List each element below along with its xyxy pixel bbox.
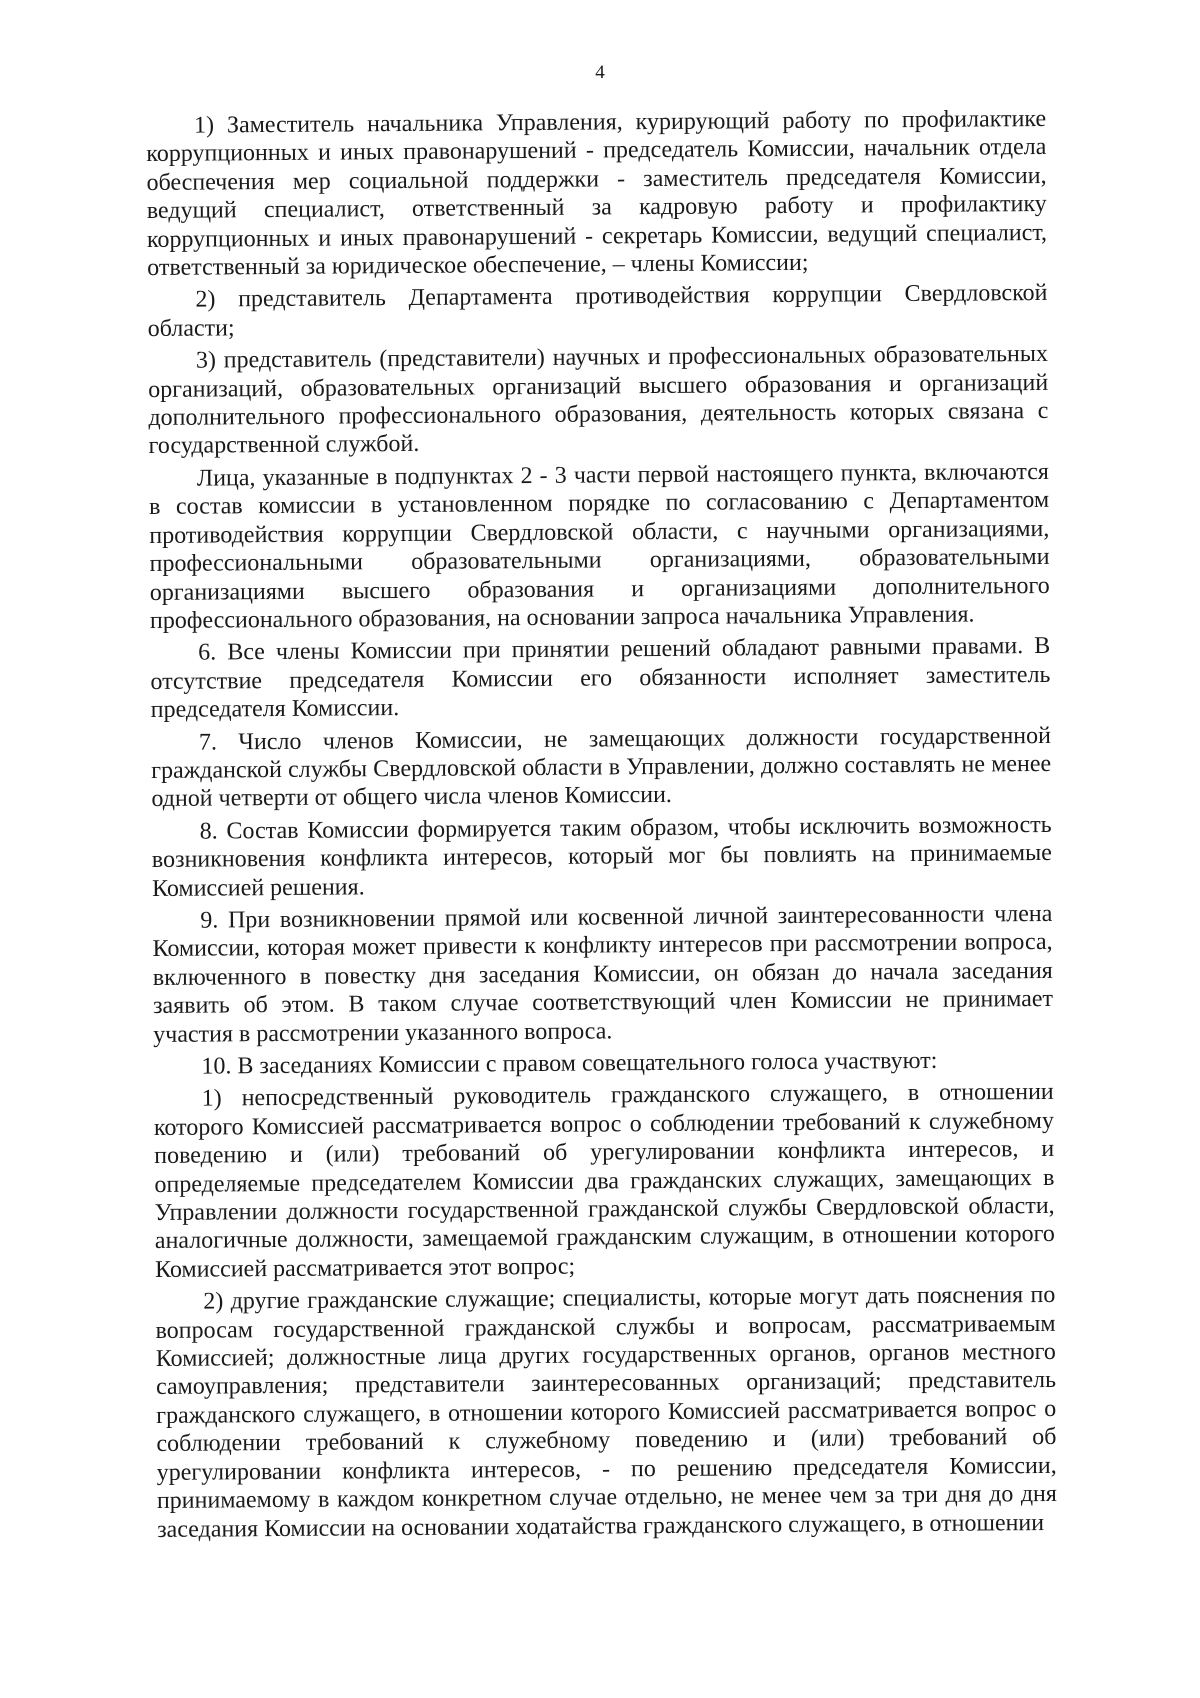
paragraph-item-10-sub-1: 1) непосредственный руководитель гражданского служащего, в отношении которого Комиссией рассматривается вопрос о соблюдении требований к служебному поведению и (или) требований об урегулировании конфликта интересов, и определяемые председателем Комиссии два гражданских служащих, замещающих в Управлении должности государственной гражданской службы Свердловской области, аналогичные должности, замещаемой гражданским служащим, в отношении которого Комиссией рассматривается этот вопрос;: [153, 1079, 1055, 1283]
paragraph-item-10: 10. В заседаниях Комиссии с правом совещательного голоса участвуют:: [201, 1047, 938, 1080]
paragraph-commission-members: 1) Заместитель начальника Управления, курирующий работу по профилактике коррупционных и иных правонарушений - председатель Комиссии, начальник отдела обеспечения мер социальной поддержки - заместитель председателя Комиссии, ведущий специалист, ответственный за кадровую работу и профилактику коррупционных и иных правонарушений - секретарь Комиссии, ведущий специалист, ответственный за юридическое обеспечение, – члены Комиссии;: [146, 105, 1048, 282]
paragraph-inclusion-procedure: Лица, указанные в подпунктах 2 - 3 части первой настоящего пункта, включаются в состав комиссии в установленном порядке по согласованию с Департаментом противодействия коррупции Свердловской области, с научными организациями, профессиональными образовательными организациями, образовательными организациями высшего образования и организациями дополнительного профессионального образования, на основании запроса начальника Управления.: [149, 458, 1050, 634]
paragraph-item-10-sub-2: 2) другие гражданские служащие; специалисты, которые могут дать пояснения по вопросам государственной гражданской службы и вопросам, рассматриваемым Комиссией; должностные лица других государственных органов, органов местного самоуправления; представители заинтересованных организаций; представитель гражданского служащего, в отношении которого Комиссией рассматривается вопрос о соблюдении требований к служебному поведению и (или) требований об урегулировании конфликта интересов, - по решению председателя Комиссии, принимаемому в каждом конкретном случае отдельно, не менее чем за три дня до дня заседания Комиссии на основании ходатайства гражданского служащего, в отношении: [155, 1282, 1057, 1543]
paragraph-item-9: 9. При возникновении прямой или косвенной личной заинтересованности члена Комиссии, которая может привести к конфликту интересов при рассмотрении вопроса, включенного в повестку дня заседания Комиссии, он обязан до начала заседания заявить об этом. В таком случае соответствующий член Комиссии не принимает участия в рассмотрении указанного вопроса.: [152, 900, 1054, 1048]
paragraph-item-6: 6. Все члены Комиссии при принятии решений обладают равными правами. В отсутствие председателя Комиссии его обязанности исполняет заместитель председателя Комиссии.: [150, 633, 1051, 724]
paragraph-anticorruption-department-representative: 2) представитель Департамента противодействия коррупции Свердловской области;: [147, 280, 1048, 342]
document-body: [146, 105, 1057, 1548]
paragraph-education-representatives: 3) представитель (представители) научных и профессиональных образовательных организаций, образовательных организаций высшего образования и организаций дополнительного профессионального образования, деятельность которых связана с государственной службой.: [148, 341, 1049, 460]
paragraph-item-8: 8. Состав Комиссии формируется таким образом, чтобы исключить возможность возникновения конфликта интересов, который мог бы повлиять на принимаемые Комиссией решения.: [151, 811, 1052, 902]
paragraph-item-7: 7. Число членов Комиссии, не замещающих должности государственной гражданской службы Свердловской области в Управлении, должно составлять не менее одной четверти от общего числа членов Комиссии.: [151, 722, 1052, 813]
page-number: 4: [595, 62, 605, 83]
